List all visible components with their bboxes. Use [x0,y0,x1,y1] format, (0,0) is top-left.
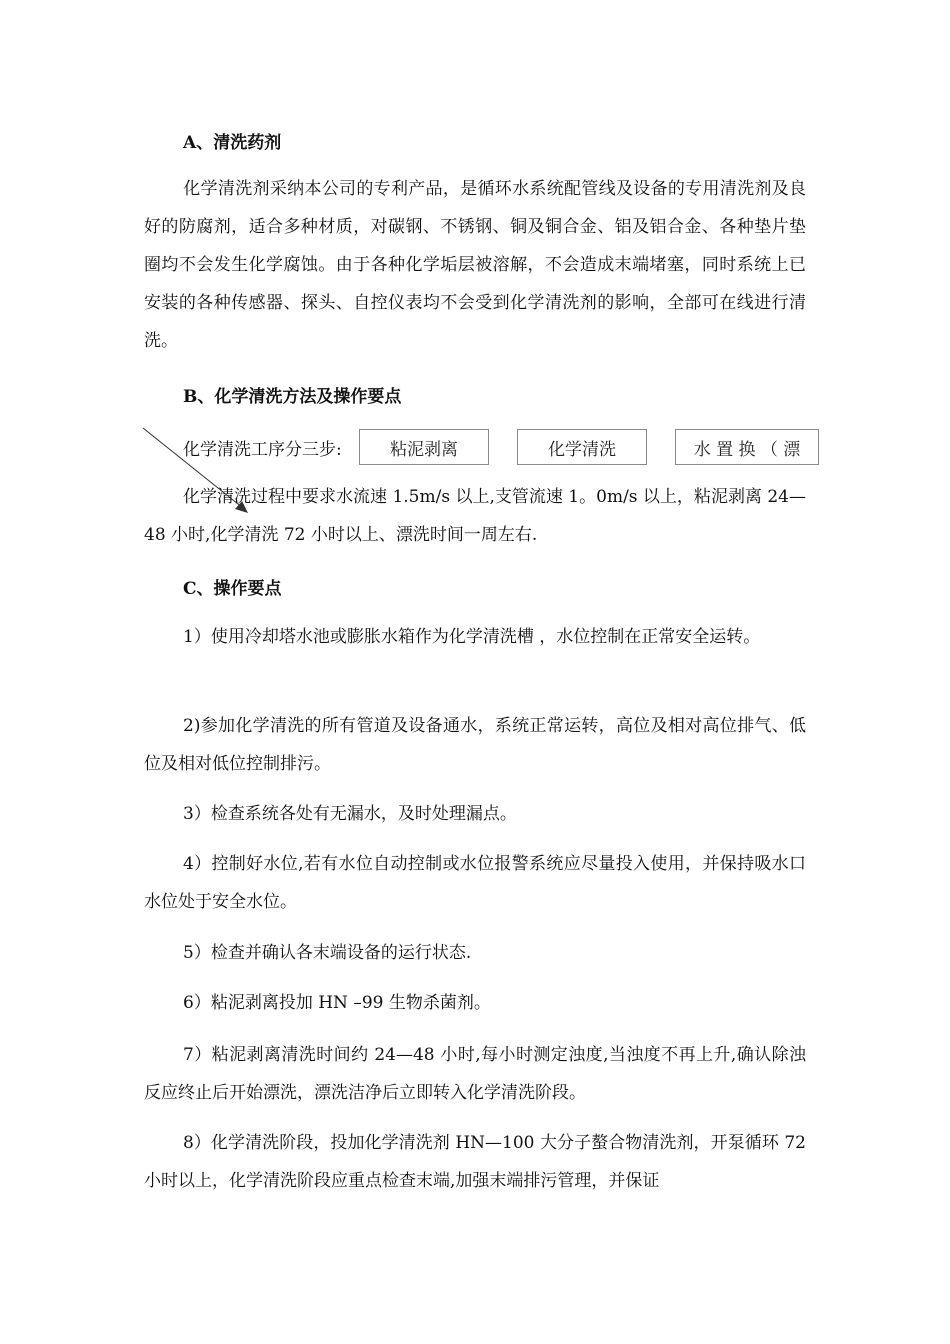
operation-item-text: 7）粘泥剥离清洗时间约 24—48 小时,每小时测定浊度,当浊度不再上升,确认除浊反应终止后开始漂洗，漂洗洁净后立即转入化学清洗阶段。 [144,1045,806,1103]
operation-item-text: 4）控制好水位,若有水位自动控制或水位报警系统应尽量投入使用，并保持吸水口水位处于安全水位。 [144,854,806,912]
operation-item [144,1036,806,1112]
operation-item-text: 5）检查并确认各末端设备的运行状态. [183,943,472,963]
operation-item-text: 2)参加化学清洗的所有管道及设备通水，系统正常运转，高位及相对高位排气、低位及相对低位控制排污。 [144,716,806,774]
steps-label: 化学清洗工序分三步: [183,440,342,460]
operation-item [144,845,806,921]
operation-item [144,984,806,1022]
operation-item-text: 8）化学清洗阶段，投加化学清洗剂 HN—100 大分子螯合物清洗剂，开泵循环 72 小时以上，化学清洗阶段应重点检查末端,加强末端排污管理，并保证 [144,1133,806,1191]
operation-item [144,795,806,833]
section-b-heading: B、化学清洗方法及操作要点 [183,387,402,407]
step-box-water-replacement: 水 置 换 （ 漂 [675,429,819,465]
operation-item-text: 6）粘泥剥离投加 HN –99 生物杀菌剂。 [183,993,491,1013]
step-box-chemical-cleaning: 化学清洗 [517,429,647,465]
section-b-paragraph [144,478,806,554]
operation-item-text: 3）检查系统各处有无漏水，及时处理漏点。 [183,804,517,824]
section-a-text: 化学清洗剂采纳本公司的专利产品，是循环水系统配管线及设备的专用清洗剂及良好的防腐剂，适合多种材质，对碳钢、不锈钢、铜及铜合金、铝及铝合金、各种垫片垫圈均不会发生化学腐蚀。由于各种化学垢层被溶解，不会造成末端堵塞，同时系统上已安装的各种传感器、探头、自控仪表均不会受到化学清洗剂的影响，全部可在线进行清洗。 [144,179,806,351]
section-a-paragraph [144,170,806,360]
operation-item [144,707,806,783]
section-a-heading: A、清洗药剂 [183,133,282,153]
operation-item-text: 1）使用冷却塔水池或膨胀水箱作为化学清洗槽 ，水位控制在正常安全运转。 [183,627,761,647]
section-b-text: 化学清洗过程中要求水流速 1.5m/s 以上,支管流速 1。0m/s 以上，粘泥剥离 24—48 小时,化学清洗 72 小时以上、漂洗时间一周左右. [144,487,806,545]
step-box-slime-stripping: 粘泥剥离 [359,429,489,465]
operation-item [144,1124,806,1200]
operation-item [144,618,806,656]
operation-item [144,934,806,972]
section-c-heading: C、操作要点 [183,579,282,599]
